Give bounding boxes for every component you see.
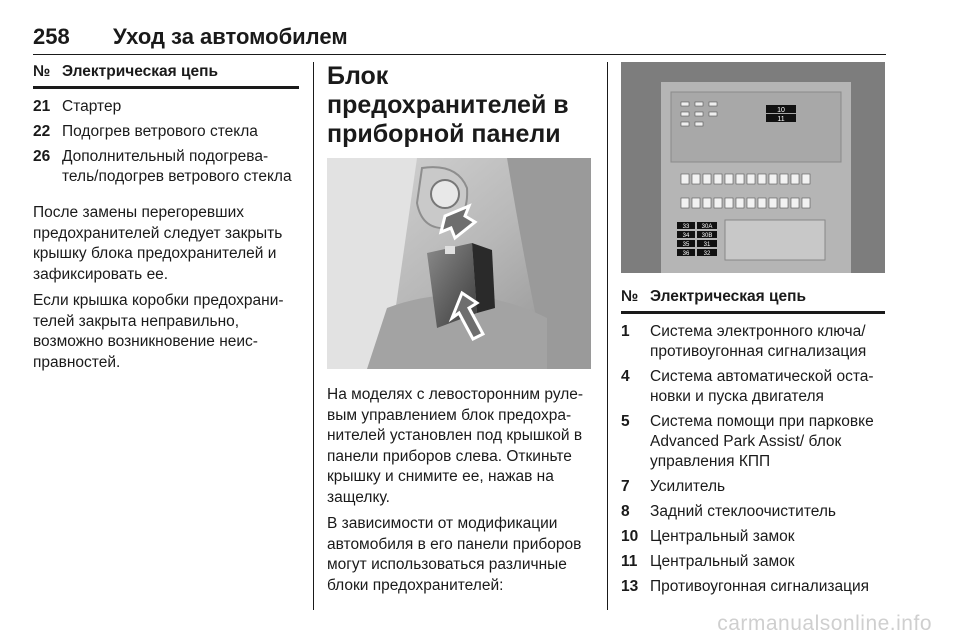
table-row xyxy=(33,97,299,117)
circuit-name: Стартер xyxy=(62,98,122,115)
table-row xyxy=(621,477,885,497)
table-header-label: Электрическая цепь xyxy=(62,63,219,80)
circuit-table xyxy=(621,314,885,597)
table-row xyxy=(621,322,885,362)
middle-column xyxy=(327,62,591,602)
circuit-table xyxy=(33,89,299,187)
circuit-name: Задний стеклоочиститель xyxy=(650,503,836,520)
table-header-label: Электрическая цепь xyxy=(650,288,807,305)
fuse-label: 10 xyxy=(777,107,785,114)
fuse-number: 10 xyxy=(621,528,639,545)
circuit-table-header xyxy=(621,287,885,314)
fuse-number: 7 xyxy=(621,478,630,495)
circuit-name: Дополнительный подогрева-тель/подогрев ветрового стекла xyxy=(62,148,292,185)
fuse-number: 1 xyxy=(621,323,630,340)
page-header xyxy=(33,24,886,54)
fuse-number: 21 xyxy=(33,98,51,115)
fuse-box-diagram xyxy=(621,62,885,273)
circuit-name: Подогрев ветрового стекла xyxy=(62,123,258,140)
table-row xyxy=(621,412,885,472)
fuse-label: 31 xyxy=(703,242,711,248)
fuse-label: 30A xyxy=(701,224,713,230)
fuse-number: 13 xyxy=(621,578,639,595)
body-paragraph: В зависимости от модификации автомобиля в его панели приборов могут использоваться различные блоки предохранителей: xyxy=(327,515,582,594)
header-divider xyxy=(33,54,886,55)
table-header-number: № xyxy=(621,288,639,305)
circuit-name: Противоугонная сигнализация xyxy=(650,578,870,595)
fuse-label: 34 xyxy=(682,233,690,239)
dashboard-fuse-cover-illustration xyxy=(327,158,591,369)
body-paragraph: Если крышка коробки предохрани-телей закрыта неправильно, возможно возникновение неис-правностей. xyxy=(33,292,284,371)
fuse-number: 22 xyxy=(33,123,51,140)
fuse-number: 26 xyxy=(33,148,51,165)
table-header-number: № xyxy=(33,63,51,80)
circuit-name: Система электронного ключа/ противоугонная сигнализация xyxy=(650,323,867,360)
circuit-name: Система помощи при парковке Advanced Park Assist/ блок управления КПП xyxy=(650,413,874,470)
circuit-name: Усилитель xyxy=(650,478,726,495)
table-row xyxy=(621,577,885,597)
circuit-name: Система автоматической оста-новки и пуска двигателя xyxy=(650,368,874,405)
table-row xyxy=(33,122,299,142)
circuit-name: Центральный замок xyxy=(650,553,795,570)
footer-watermark: carmanualsonline.info xyxy=(717,612,932,635)
fuse-number: 4 xyxy=(621,368,630,385)
page-number: 258 xyxy=(33,24,70,49)
section-heading: Блок предохранителей в приборной панели xyxy=(327,62,569,148)
fuse-label: 32 xyxy=(703,251,711,257)
left-column xyxy=(33,62,299,379)
table-row xyxy=(621,367,885,407)
page-title: Уход за автомобилем xyxy=(113,24,348,49)
fuse-label: 30B xyxy=(701,233,713,239)
column-divider xyxy=(607,62,608,610)
table-row xyxy=(33,147,299,187)
circuit-name: Центральный замок xyxy=(650,528,795,545)
fuse-label: 36 xyxy=(682,251,690,257)
fuse-number: 11 xyxy=(621,553,638,570)
column-divider xyxy=(313,62,314,610)
fuse-label: 35 xyxy=(682,242,690,248)
table-row xyxy=(621,527,885,547)
fuse-label: 11 xyxy=(777,116,785,123)
fuse-number: 8 xyxy=(621,503,630,520)
right-column xyxy=(621,62,885,597)
fuse-number: 5 xyxy=(621,413,630,430)
body-paragraph: После замены перегоревших предохранителей следует закрыть крышку блока предохранителей и зафиксировать ее. xyxy=(33,204,283,283)
circuit-table-header xyxy=(33,62,299,89)
table-row xyxy=(621,502,885,522)
table-row xyxy=(621,552,885,572)
body-paragraph: На моделях с левосторонним руле-вым управлением блок предохра-нителей установлен под крышкой в панели приборов слева. Откиньте крышку и снимите ее, нажав на защелку. xyxy=(327,386,584,506)
fuse-label: 33 xyxy=(682,224,690,230)
